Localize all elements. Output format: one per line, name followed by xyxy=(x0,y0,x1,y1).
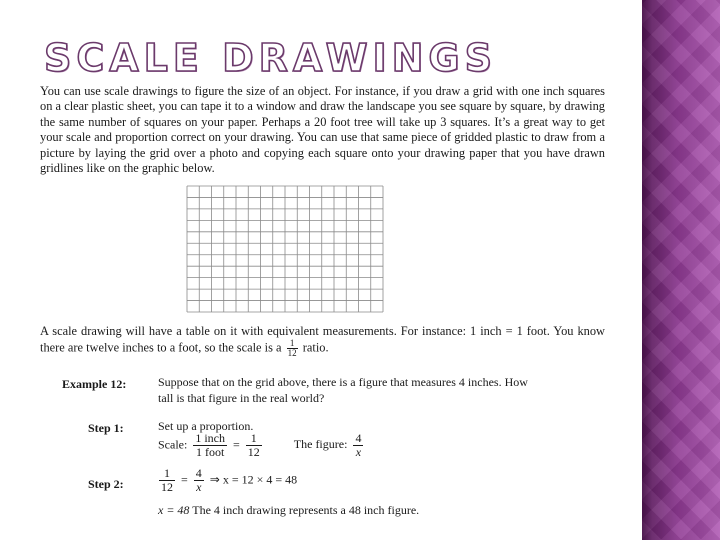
figure-label: The figure: xyxy=(293,437,348,452)
scale-ratio-numerator: 1 xyxy=(246,432,262,446)
ratio-denominator: 12 xyxy=(287,348,297,359)
ratio-numerator: 1 xyxy=(287,339,298,349)
scale-paragraph xyxy=(40,324,605,358)
step2-label: Step 2: xyxy=(88,477,124,491)
step1-label: Step 1: xyxy=(88,421,124,435)
scale-units-denominator: 1 foot xyxy=(195,445,225,459)
scale-units-numerator: 1 inch xyxy=(195,431,225,445)
step2-equation xyxy=(156,467,297,494)
result-math: x = 48 xyxy=(158,503,190,517)
scale-paragraph-end: ratio. xyxy=(302,340,329,355)
scale-equals: = xyxy=(233,437,240,452)
scale-proportion xyxy=(158,432,366,459)
example-question-line2: tall is that figure in the real world? xyxy=(158,391,325,405)
step1-text: Set up a proportion. xyxy=(158,419,254,433)
scale-fraction-ratio xyxy=(246,432,262,459)
step2-fraction-right xyxy=(194,467,204,494)
scale-ratio-denominator: 12 xyxy=(247,445,260,459)
figure-fraction xyxy=(353,432,363,459)
result-line xyxy=(158,503,419,518)
ratio-fraction xyxy=(287,339,298,358)
scale-label: Scale: xyxy=(158,437,188,452)
result-text: The 4 inch drawing represents a 48 inch figure. xyxy=(192,503,420,517)
intro-paragraph: You can use scale drawings to figure the size of an object. For instance, if you draw a grid with one inch squares on a clear plastic sheet, you can tape it to a window and draw the landscape you see square by square, by drawing the same number of squares on your paper. Perhaps a 20 foot tree will take up 3 squares. It’s a great way to get your scale and proportion correct on your drawing. You can use that same piece of gridded plastic to draw from a picture by laying the grid over a photo and copying each square onto your drawing paper that you have drawn gridlines like on the graphic below. xyxy=(40,84,605,176)
slide-title: SCALE DRAWINGS xyxy=(44,36,497,80)
step2-right-denominator: x xyxy=(196,480,202,494)
step2-solution: ⇒ x = 12 × 4 = 48 xyxy=(209,472,298,487)
figure-numerator: 4 xyxy=(355,431,362,445)
step2-right-numerator: 4 xyxy=(195,466,202,480)
figure-denominator: x xyxy=(355,445,362,459)
scale-grid xyxy=(186,185,384,313)
step2-left-numerator: 1 xyxy=(159,467,175,481)
step2-fraction-left xyxy=(159,467,175,494)
scale-fraction-units xyxy=(193,432,227,459)
decorative-side-panel xyxy=(642,0,720,540)
example-label: Example 12: xyxy=(62,377,127,391)
example-question-line1: Suppose that on the grid above, there is a figure that measures 4 inches. How xyxy=(158,375,528,389)
scale-paragraph-text: A scale drawing will have a table on it with equivalent measurements. For instance: 1 inch = 1 foot. You know there are twelve inches to a foot, so the scale is a xyxy=(40,324,605,355)
step2-left-denominator: 12 xyxy=(161,480,173,494)
step2-equals: = xyxy=(181,472,188,487)
